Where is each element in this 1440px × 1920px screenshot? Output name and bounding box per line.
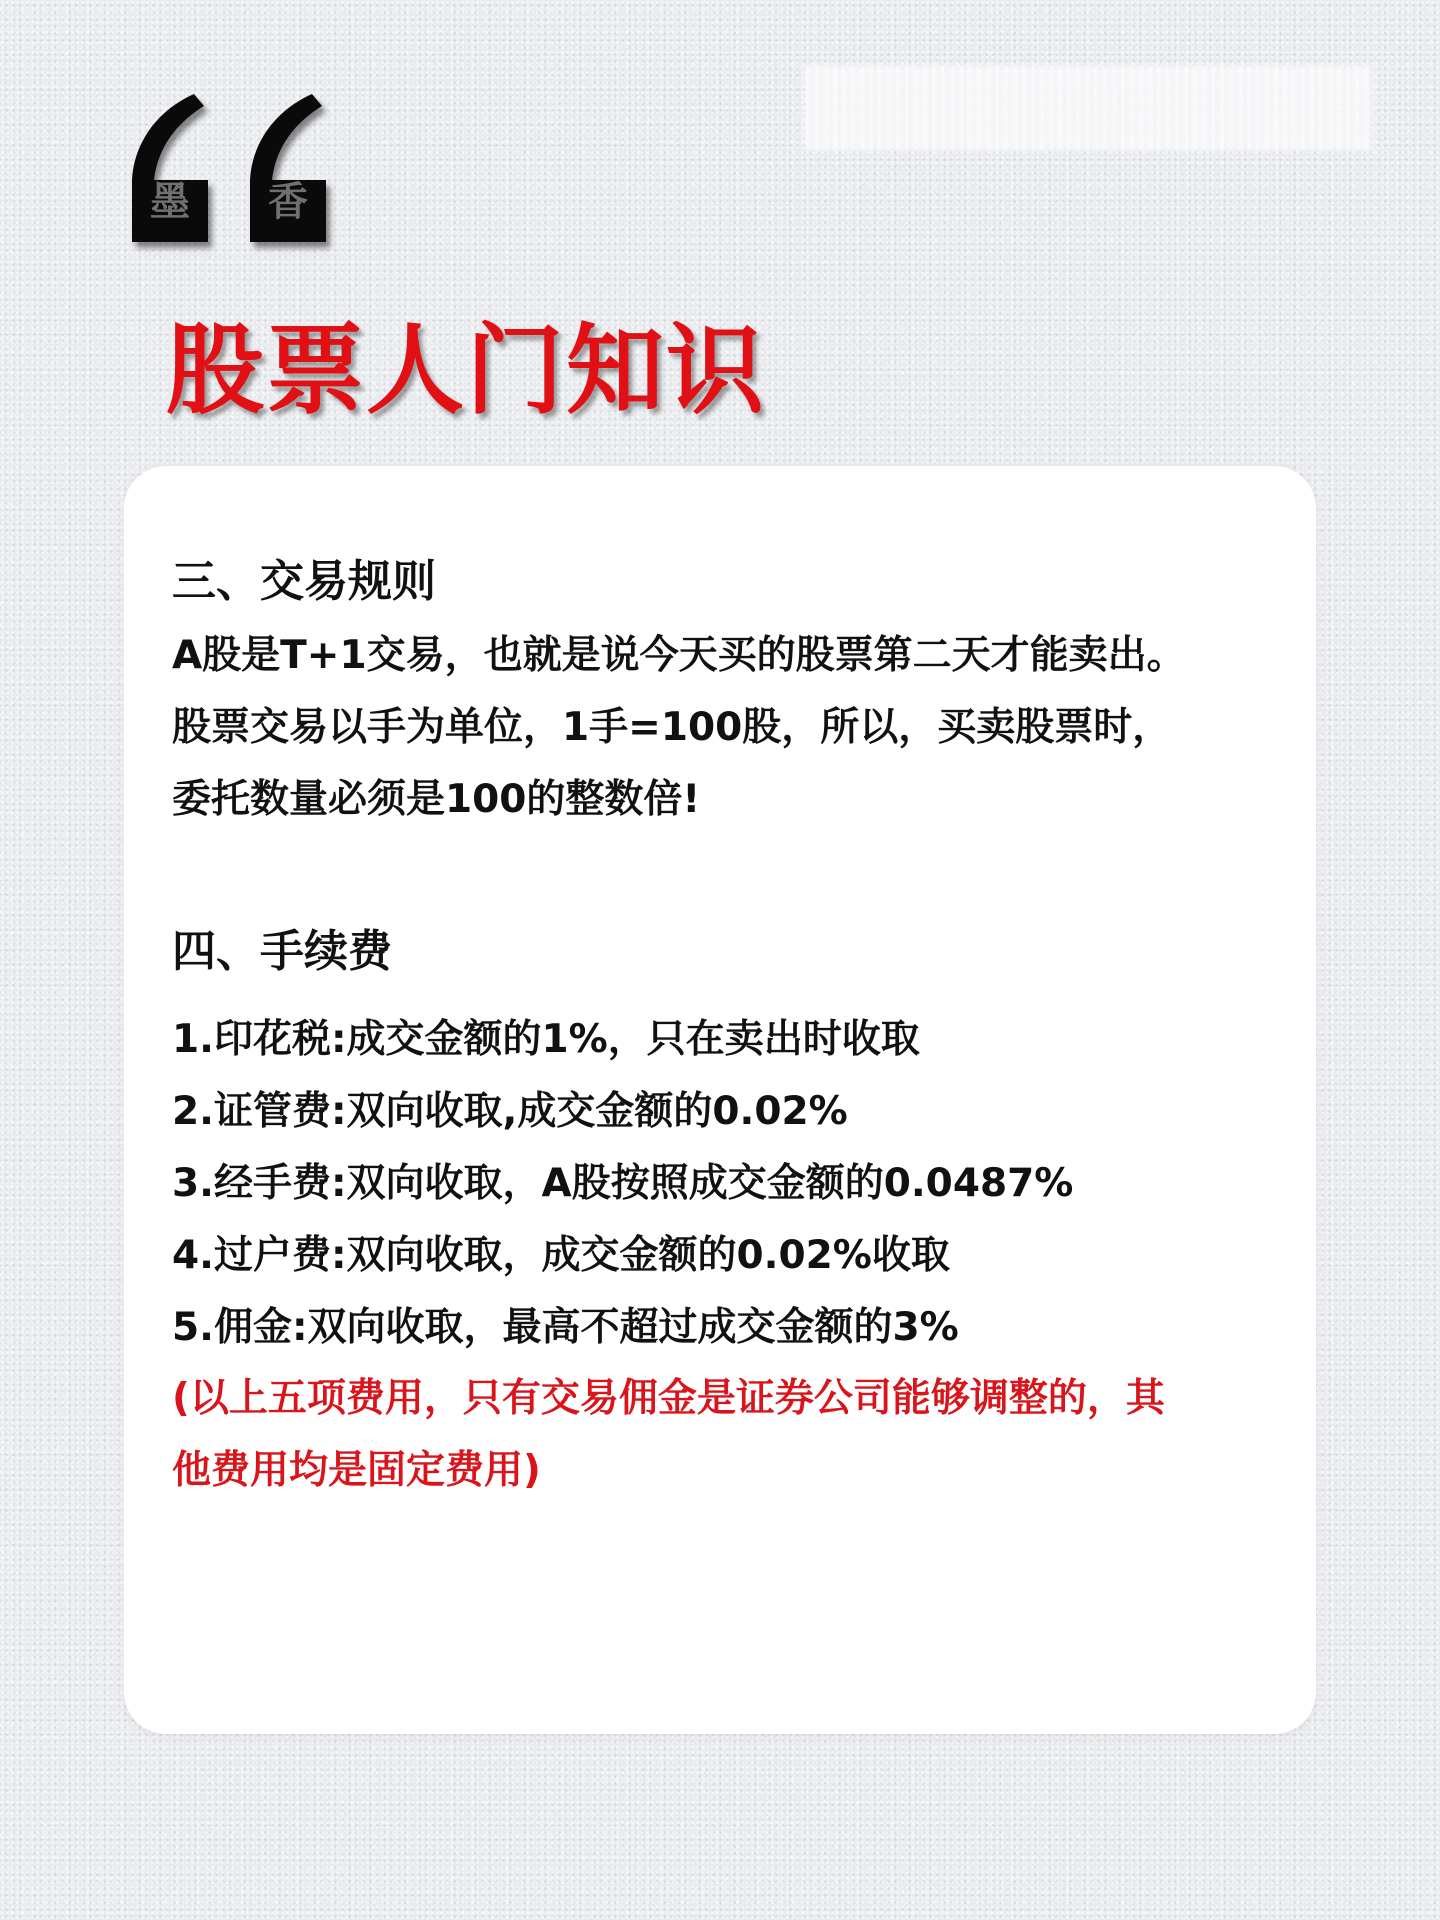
- blurred-watermark-strip: [805, 66, 1373, 150]
- rule-line: 委托数量必须是100的整数倍!: [172, 777, 701, 822]
- fee-item: 3.经手费:双向收取，A股按照成交金额的0.0487%: [172, 1161, 1074, 1206]
- fee-item: 2.证管费:双向收取,成交金额的0.02%: [172, 1089, 848, 1134]
- fee-note: 他费用均是固定费用): [172, 1448, 541, 1493]
- content-card: [124, 466, 1316, 1734]
- section-heading-trading-rules: 三、交易规则: [172, 556, 436, 607]
- right-quote-mark-icon: [250, 92, 326, 242]
- quote-char-xiang: 香: [268, 179, 308, 225]
- rule-line: 股票交易以手为单位，1手=100股，所以，买卖股票时，: [172, 705, 1172, 750]
- left-quote-mark-icon: [132, 92, 208, 242]
- quote-char-mo: 墨: [150, 179, 190, 225]
- section-heading-fees: 四、手续费: [172, 926, 392, 977]
- fee-item: 1.印花税:成交金额的1%，只在卖出时收取: [172, 1017, 920, 1062]
- fee-item: 4.过户费:双向收取，成交金额的0.02%收取: [172, 1233, 950, 1278]
- page-title: 股票人门知识: [166, 314, 767, 428]
- fee-note: (以上五项费用，只有交易佣金是证券公司能够调整的，其: [172, 1376, 1165, 1421]
- fee-item: 5.佣金:双向收取，最高不超过成交金额的3%: [172, 1305, 959, 1350]
- rule-line: A股是T+1交易，也就是说今天买的股票第二天才能卖出。: [172, 633, 1186, 678]
